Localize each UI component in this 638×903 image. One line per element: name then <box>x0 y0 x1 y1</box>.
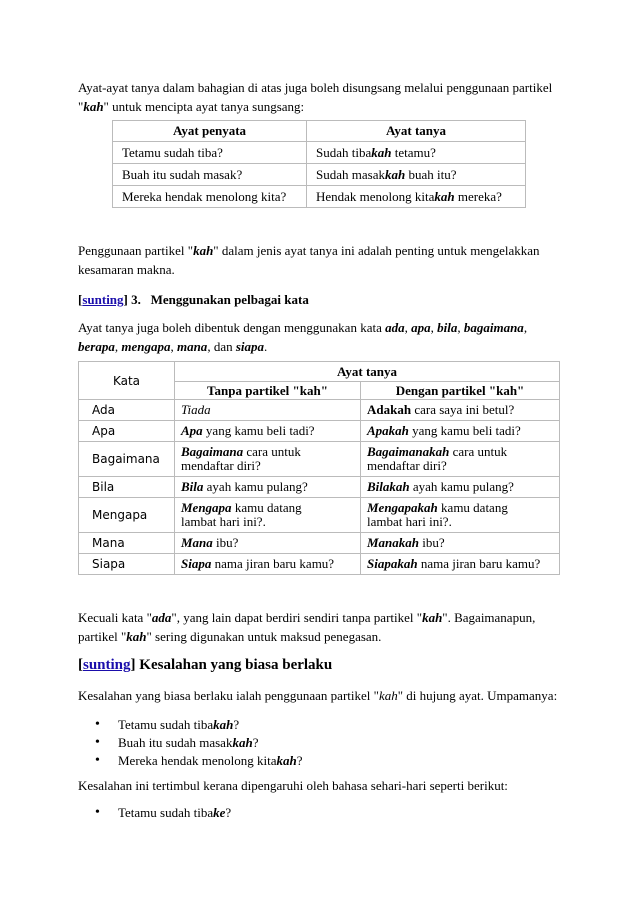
table-row: Ada Tiada Adakah cara saya ini betul? <box>79 400 560 421</box>
header-kata: Kata <box>79 362 175 400</box>
section-title: 3. Menggunakan pelbagai kata <box>131 292 309 307</box>
paragraph-kesamaran: Penggunaan partikel "kah" dalam jenis ayat tanya ini adalah penting untuk mengelakkan kesamaran makna. <box>78 243 540 277</box>
paragraph-penegasan: Kecuali kata "ada", yang lain dapat berdiri sendiri tanpa partikel "kah". Bagaimanapun, partikel "kah" sering digunakan untuk maksud penegasan. <box>78 610 536 644</box>
table-row: Tetamu sudah tiba? Sudah tibakah tetamu? <box>113 142 526 164</box>
table-row: Mengapa Mengapa kamu datang lambat hari ini?. Mengapakah kamu datang lambat hari ini?. <box>79 498 560 533</box>
section-heading-3: [sunting] 3. Menggunakan pelbagai kata <box>78 292 309 307</box>
header-ayat-penyata: Ayat penyata <box>113 121 307 142</box>
paragraph-kesalahan: Kesalahan yang biasa berlaku ialah penggunaan partikel "kah" di hujung ayat. Umpamanya: <box>78 688 558 703</box>
table-row: Bagaimana Bagaimana cara untuk mendaftar diri? Bagaimanakah cara untuk mendaftar diri? <box>79 442 560 477</box>
header-ayat-tanya: Ayat tanya <box>175 362 560 382</box>
table-row: Siapa Siapa nama jiran baru kamu? Siapakah nama jiran baru kamu? <box>79 554 560 575</box>
list-item: • Buah itu sudah masakkah? <box>78 734 303 752</box>
kah-term: kah <box>83 99 104 114</box>
paragraph-pelbagai-kata: Ayat tanya juga boleh dibentuk dengan menggunakan kata ada, apa, bila, bagaimana, berapa, mengapa, mana, dan siapa. <box>78 320 528 354</box>
list-item: • Mereka hendak menolong kitakah? <box>78 752 303 770</box>
edit-link[interactable]: sunting <box>82 292 124 307</box>
paragraph-bahasa-sehari-hari: Kesalahan ini tertimbul kerana dipengaruhi oleh bahasa sehari-hari seperti berikut: <box>78 778 508 793</box>
bullet-list-examples <box>78 716 303 770</box>
section-title: Kesalahan yang biasa berlaku <box>135 657 333 673</box>
list-item: • Tetamu sudah tibake? <box>78 804 231 822</box>
intro-line-1: Ayat-ayat tanya dalam bahagian di atas juga boleh disungsang melalui penggunaan partikel <box>78 80 553 95</box>
bullet-list-colloquial <box>78 804 231 822</box>
header-tanpa-partikel: Tanpa partikel "kah" <box>175 382 361 400</box>
list-item: • Tetamu sudah tibakah? <box>78 716 303 734</box>
intro-paragraph: Ayat-ayat tanya dalam bahagian di atas juga boleh disungsang melalui penggunaan partikel "kah" untuk mencipta ayat tanya sungsang: <box>78 80 553 114</box>
table-row: Mereka hendak menolong kita? Hendak menolong kitakah mereka? <box>113 186 526 208</box>
sungsang-table <box>112 120 526 208</box>
edit-link[interactable]: sunting <box>83 657 131 673</box>
kata-tanya-table <box>78 361 560 575</box>
table-row: Buah itu sudah masak? Sudah masakkah buah itu? <box>113 164 526 186</box>
header-ayat-tanya: Ayat tanya <box>307 121 526 142</box>
table-row: Bila Bila ayah kamu pulang? Bilakah ayah kamu pulang? <box>79 477 560 498</box>
table-row: Mana Mana ibu? Manakah ibu? <box>79 533 560 554</box>
table-row: Apa Apa yang kamu beli tadi? Apakah yang kamu beli tadi? <box>79 421 560 442</box>
section-heading-kesalahan: [sunting] Kesalahan yang biasa berlaku <box>78 657 333 673</box>
header-dengan-partikel: Dengan partikel "kah" <box>361 382 560 400</box>
